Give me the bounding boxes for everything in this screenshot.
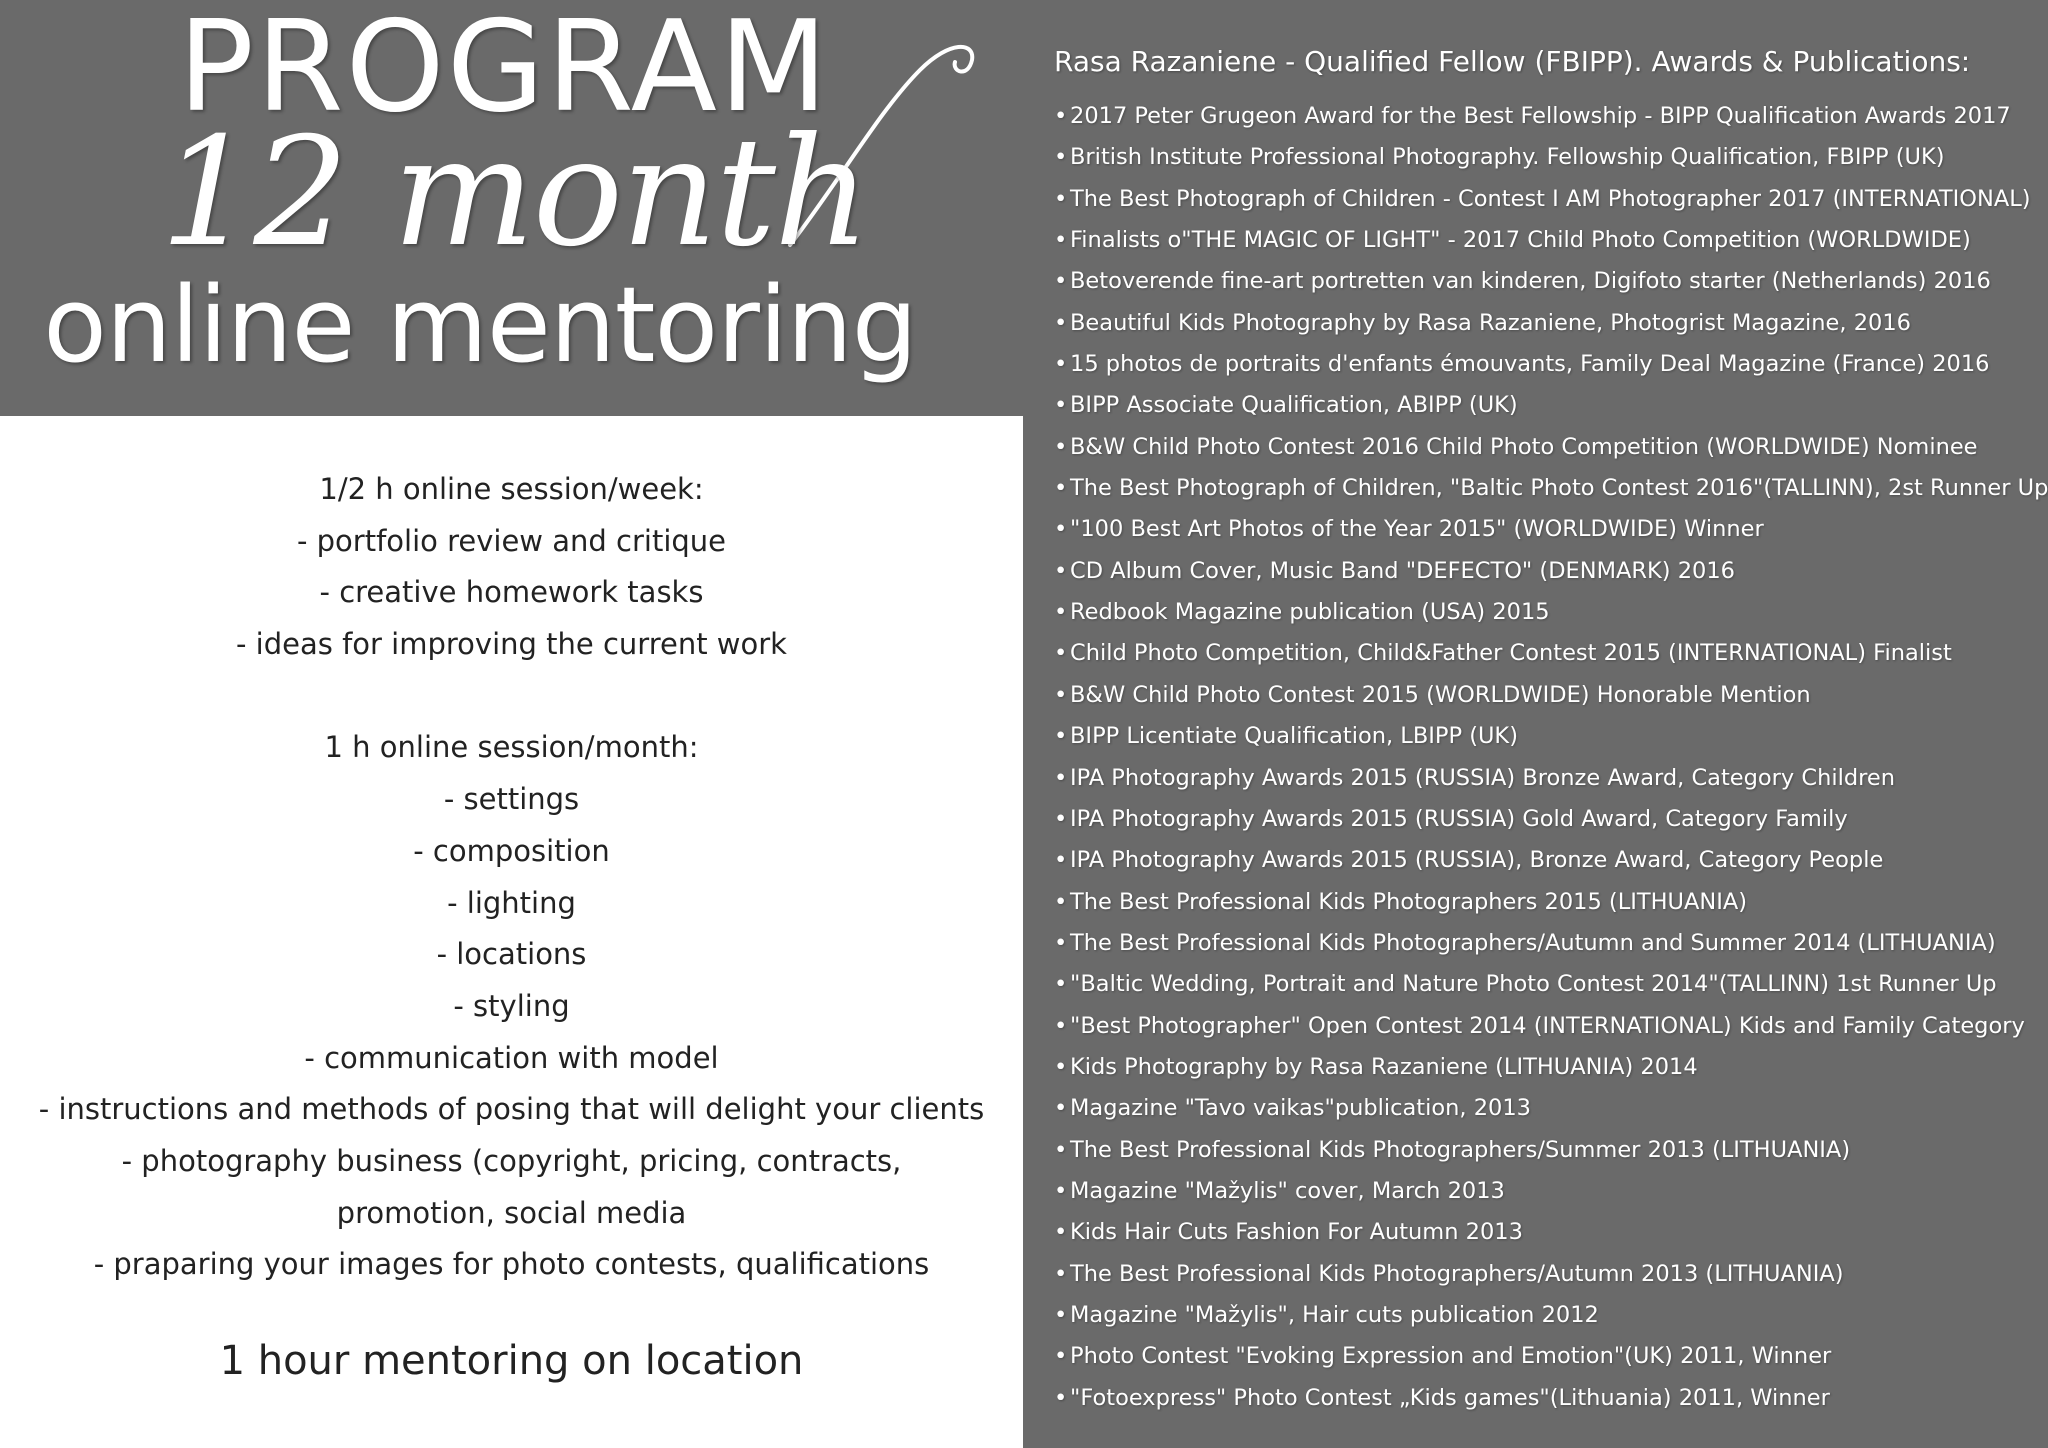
bullet-icon: • [1054, 723, 1068, 750]
title-panel [0, 0, 1023, 416]
monthly-item: - praparing your images for photo contests, qualifications [93, 1247, 930, 1282]
award-text: Magazine "Tavo vaikas"publication, 2013 [1070, 1095, 1531, 1122]
award-item [1054, 882, 2048, 923]
spacer [0, 671, 1023, 723]
bullet-icon: • [1054, 144, 1068, 171]
award-text: CD Album Cover, Music Band "DEFECTO" (DENMARK) 2016 [1070, 557, 1735, 584]
award-item [1054, 468, 2048, 509]
bullet-icon: • [1054, 268, 1068, 295]
award-item [1054, 1171, 2048, 1212]
bullet-icon: • [1054, 475, 1068, 502]
award-item [1054, 179, 2048, 220]
bullet-icon: • [1054, 557, 1068, 584]
bullet-icon: • [1054, 1260, 1068, 1287]
title-12-month: 12 month [160, 106, 869, 280]
bullet-icon: • [1054, 392, 1068, 419]
bullet-icon: • [1054, 805, 1068, 832]
award-text: The Best Professional Kids Photographers/Autumn 2013 (LITHUANIA) [1070, 1260, 1844, 1287]
bullet-icon: • [1054, 599, 1068, 626]
bullet-icon: • [1054, 351, 1068, 378]
bullet-icon: • [1054, 888, 1068, 915]
award-item [1054, 675, 2048, 716]
monthly-item: - communication with model [304, 1040, 719, 1075]
monthly-item: - settings [443, 782, 580, 817]
award-text: IPA Photography Awards 2015 (RUSSIA) Gold Award, Category Family [1070, 805, 1848, 832]
weekly-item: - creative homework tasks [319, 575, 704, 610]
weekly-session-title: 1/2 h online session/week: [319, 472, 704, 506]
bullet-icon: • [1054, 1301, 1068, 1328]
monthly-item: - locations [436, 937, 587, 972]
award-item [1054, 1212, 2048, 1253]
bullet-icon: • [1054, 1053, 1068, 1080]
award-item [1054, 1336, 2048, 1377]
bullet-icon: • [1054, 1384, 1068, 1411]
award-item [1054, 758, 2048, 799]
award-text: BIPP Associate Qualification, ABIPP (UK) [1070, 392, 1518, 419]
monthly-item: - composition [413, 833, 610, 868]
award-text: "Baltic Wedding, Portrait and Nature Photo Contest 2014"(TALLINN) 1st Runner Up [1070, 971, 1997, 998]
monthly-session-title: 1 h online session/month: [324, 730, 699, 765]
award-item [1054, 509, 2048, 550]
award-item [1054, 1047, 2048, 1088]
award-text: "Fotoexpress" Photo Contest „Kids games"(Lithuania) 2011, Winner [1070, 1384, 1830, 1411]
location-mentoring: 1 hour mentoring on location [219, 1338, 804, 1384]
award-item [1054, 1378, 2048, 1419]
bullet-icon: • [1054, 1343, 1068, 1370]
award-text: The Best Professional Kids Photographers/Autumn and Summer 2014 (LITHUANIA) [1070, 929, 1996, 956]
bullet-icon: • [1054, 309, 1068, 336]
award-item [1054, 427, 2048, 468]
award-text: BIPP Licentiate Qualification, LBIPP (UK) [1070, 723, 1518, 750]
bullet-icon: • [1054, 847, 1068, 874]
bullet-icon: • [1054, 971, 1068, 998]
award-item [1054, 551, 2048, 592]
award-item [1054, 220, 2048, 261]
title-online-mentoring: online mentoring [43, 264, 917, 386]
bullet-icon: • [1054, 764, 1068, 791]
award-text: Beautiful Kids Photography by Rasa Razaniene, Photogrist Magazine, 2016 [1070, 309, 1911, 336]
bullet-icon: • [1054, 516, 1068, 543]
awards-list [1054, 96, 2048, 1419]
award-item [1054, 716, 2048, 757]
bullet-icon: • [1054, 227, 1068, 254]
award-text: Kids Photography by Rasa Razaniene (LITHUANIA) 2014 [1070, 1053, 1698, 1080]
award-item [1054, 840, 2048, 881]
monthly-item: - photography business (copyright, pricing, contracts, [121, 1143, 902, 1178]
bullet-icon: • [1054, 1095, 1068, 1122]
award-item [1054, 1295, 2048, 1336]
award-item [1054, 385, 2048, 426]
award-text: The Best Professional Kids Photographers 2015 (LITHUANIA) [1070, 888, 1748, 915]
award-text: Child Photo Competition, Child&Father Contest 2015 (INTERNATIONAL) Finalist [1070, 640, 1952, 667]
award-item [1054, 1088, 2048, 1129]
award-text: The Best Photograph of Children - Contest I AM Photographer 2017 (INTERNATIONAL) [1070, 185, 2031, 212]
award-item [1054, 303, 2048, 344]
monthly-item: - instructions and methods of posing that will delight your clients [38, 1092, 985, 1127]
bullet-icon: • [1054, 433, 1068, 460]
award-text: Magazine "Mažylis" cover, March 2013 [1070, 1177, 1505, 1204]
award-item [1054, 964, 2048, 1005]
weekly-item: - portfolio review and critique [296, 523, 727, 558]
award-text: 2017 Peter Grugeon Award for the Best Fellowship - BIPP Qualification Awards 2017 [1070, 103, 2011, 129]
award-item [1054, 633, 2048, 674]
program-details [0, 464, 1023, 1291]
award-item [1054, 344, 2048, 385]
award-item [1054, 592, 2048, 633]
award-text: The Best Photograph of Children, "Baltic Photo Contest 2016"(TALLINN), 2st Runner Up [1070, 475, 2048, 502]
award-text: The Best Professional Kids Photographers/Summer 2013 (LITHUANIA) [1070, 1136, 1851, 1163]
award-text: Finalists o"THE MAGIC OF LIGHT" - 2017 Child Photo Competition (WORLDWIDE) [1070, 227, 1971, 254]
monthly-item: promotion, social media [336, 1195, 687, 1230]
award-item [1054, 261, 2048, 302]
title-program: PROGRAM [178, 0, 830, 140]
award-text: British Institute Professional Photography. Fellowship Qualification, FBIPP (UK) [1070, 144, 1945, 171]
bullet-icon: • [1054, 1177, 1068, 1204]
weekly-item: - ideas for improving the current work [236, 627, 787, 662]
bullet-icon: • [1054, 185, 1068, 212]
award-text: IPA Photography Awards 2015 (RUSSIA) Bronze Award, Category Children [1070, 764, 1895, 791]
award-item [1054, 96, 2048, 137]
awards-heading: Rasa Razaniene - Qualified Fellow (FBIPP). Awards & Publications: [1054, 45, 1971, 78]
award-item [1054, 1254, 2048, 1295]
award-item [1054, 1006, 2048, 1047]
bullet-icon: • [1054, 1136, 1068, 1163]
award-text: IPA Photography Awards 2015 (RUSSIA), Bronze Award, Category People [1070, 847, 1884, 874]
award-text: Magazine "Mažylis", Hair cuts publication 2012 [1070, 1301, 1599, 1328]
monthly-item: - styling [453, 988, 570, 1023]
award-text: 15 photos de portraits d'enfants émouvants, Family Deal Magazine (France) 2016 [1070, 351, 1990, 378]
award-text: B&W Child Photo Contest 2016 Child Photo Competition (WORLDWIDE) Nominee [1070, 433, 1978, 460]
award-text: Betoverende fine-art portretten van kinderen, Digifoto starter (Netherlands) 2016 [1070, 268, 1991, 295]
bullet-icon: • [1054, 1219, 1068, 1246]
award-text: Redbook Magazine publication (USA) 2015 [1070, 599, 1550, 626]
award-item [1054, 923, 2048, 964]
bullet-icon: • [1054, 640, 1068, 667]
award-item [1054, 799, 2048, 840]
bullet-icon: • [1054, 929, 1068, 956]
award-text: B&W Child Photo Contest 2015 (WORLDWIDE) Honorable Mention [1070, 681, 1811, 708]
award-text: Kids Hair Cuts Fashion For Autumn 2013 [1070, 1219, 1523, 1246]
bullet-icon: • [1054, 681, 1068, 708]
award-item [1054, 137, 2048, 178]
bullet-icon: • [1054, 103, 1068, 129]
award-text: "100 Best Art Photos of the Year 2015" (WORLDWIDE) Winner [1070, 516, 1764, 543]
monthly-item: - lighting [447, 885, 576, 920]
award-text: "Best Photographer" Open Contest 2014 (INTERNATIONAL) Kids and Family Category [1070, 1012, 2025, 1039]
bullet-icon: • [1054, 1012, 1068, 1039]
award-text: Photo Contest "Evoking Expression and Emotion"(UK) 2011, Winner [1070, 1343, 1832, 1370]
award-item [1054, 1130, 2048, 1171]
